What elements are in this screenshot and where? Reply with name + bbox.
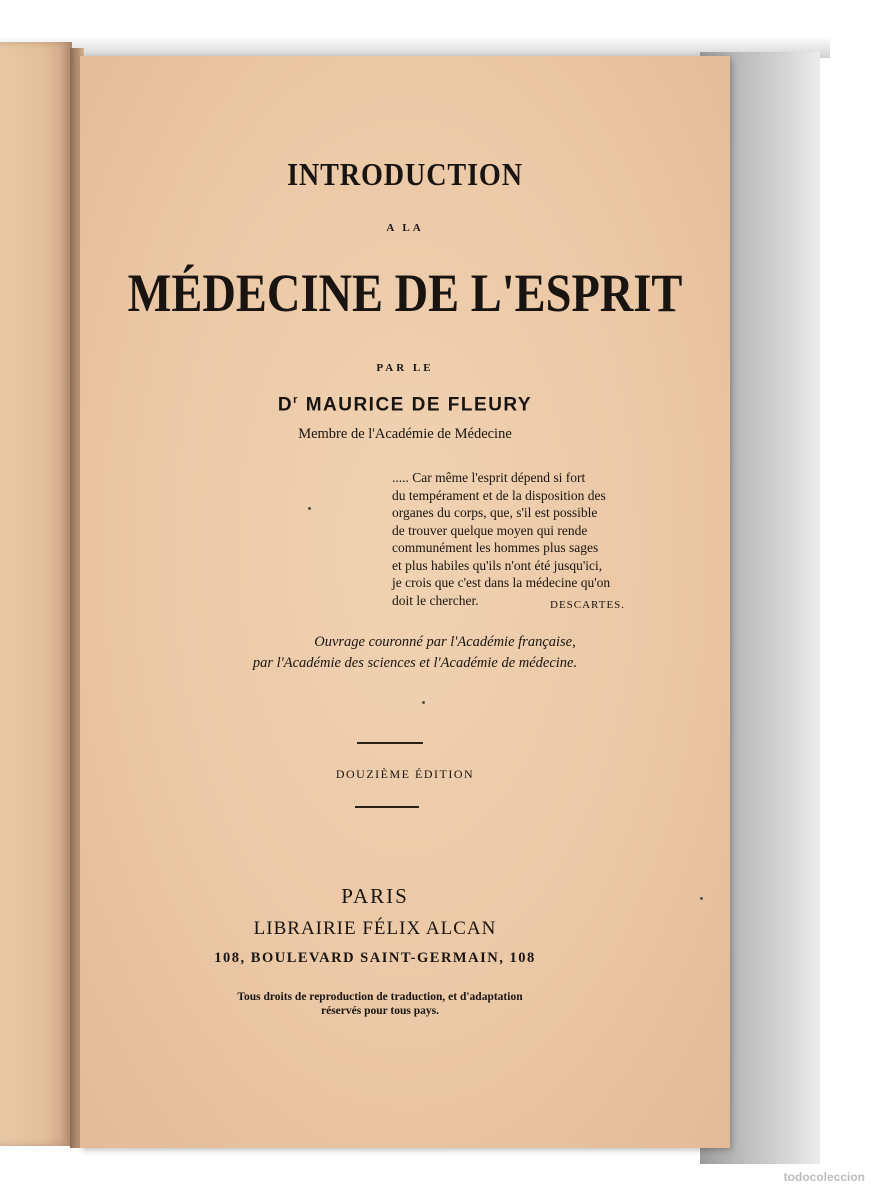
- epigraph-author: DESCARTES.: [550, 599, 626, 611]
- epigraph: [392, 469, 652, 609]
- author-name: [80, 394, 730, 416]
- epigraph-line: je crois que c'est dans la médecine qu'on: [392, 575, 611, 590]
- epigraph-line: communément les hommes plus sages: [392, 540, 599, 555]
- edition-label: DOUZIÈME ÉDITION: [335, 767, 475, 781]
- paper-speck: [422, 701, 425, 704]
- epigraph-line: du tempérament et de la disposition des: [392, 487, 606, 503]
- paper-speck: [308, 507, 311, 510]
- epigraph-line: et plus habiles qu'ils n'ont été jusqu'ici,: [392, 557, 603, 573]
- epigraph-line: ..... Car même l'esprit dépend si fort: [392, 470, 586, 485]
- author-prefix-sup: r: [293, 394, 299, 406]
- divider-rule: [357, 742, 423, 744]
- award-line-1: Ouvrage couronné par l'Académie française,: [314, 634, 576, 650]
- title-line-1: INTRODUCTION: [287, 156, 523, 192]
- rights-notice: [180, 990, 580, 1018]
- author-affiliation: Membre de l'Académie de Médecine: [298, 426, 512, 442]
- award-line-2: par l'Académie des sciences et l'Académie de médecine.: [252, 655, 578, 671]
- epigraph-line: organes du corps, que, s'il est possible: [392, 505, 598, 520]
- imprint-publisher: LIBRAIRIE FÉLIX ALCAN: [253, 918, 497, 939]
- imprint-city: PARIS: [341, 884, 409, 908]
- imprint-address: 108, BOULEVARD SAINT-GERMAIN, 108: [214, 950, 536, 966]
- watermark-logo: todocoleccion: [783, 1170, 865, 1184]
- epigraph-line: de trouver quelque moyen qui rende: [392, 522, 588, 538]
- epigraph-line: doit le chercher.: [392, 592, 479, 608]
- left-page-edge: [0, 42, 72, 1146]
- title-line-2: MÉDECINE DE L'ESPRIT: [127, 263, 683, 323]
- paper-speck: [700, 897, 703, 900]
- author-fullname: MAURICE DE FLEURY: [305, 394, 533, 416]
- divider-rule: [355, 806, 419, 808]
- rights-line: Tous droits de reproduction de traduction, et d'adaptation: [237, 991, 523, 1003]
- connector-par-le: PAR LE: [376, 362, 434, 374]
- title-page: [80, 56, 730, 1148]
- author-prefix: D: [277, 394, 294, 416]
- rights-line: réservés pour tous pays.: [321, 1005, 439, 1017]
- connector-a-la: A LA: [386, 222, 424, 234]
